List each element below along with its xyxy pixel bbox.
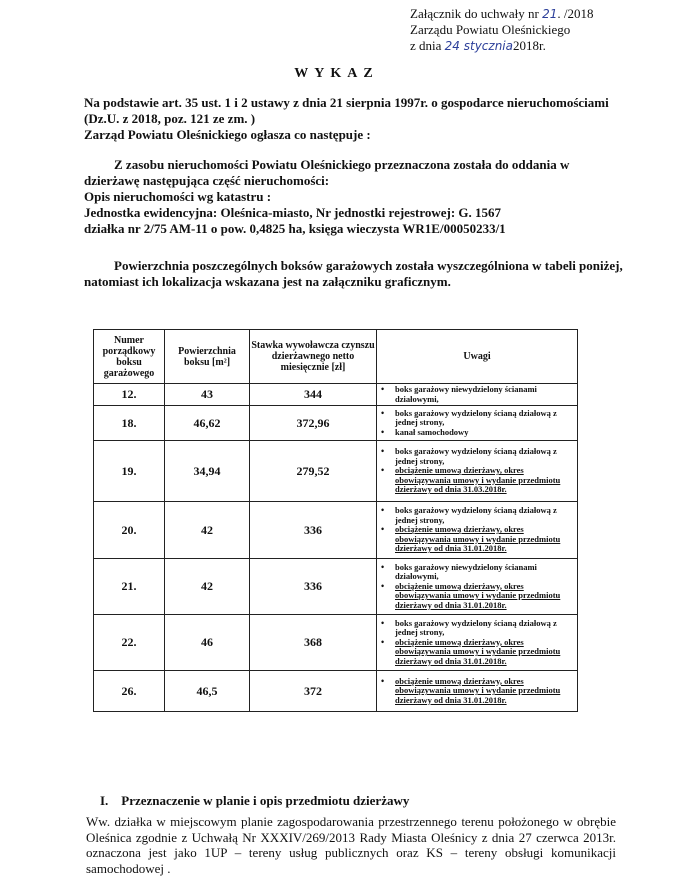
section-number: I. xyxy=(100,793,109,808)
section-title: Przeznaczenie w planie i opis przedmiotu dzierżawy xyxy=(121,793,410,808)
header-area xyxy=(165,330,250,384)
attachment-resolution-year: . /2018 xyxy=(557,6,594,21)
cadastre-unit-text: Jednostka ewidencyjna: Oleśnica-miasto, Nr jednostki rejestrowej: G. 1567 xyxy=(84,205,502,220)
table-row xyxy=(94,559,578,615)
attachment-header xyxy=(410,6,594,54)
area-cell: 42 xyxy=(165,502,250,559)
attachment-line-date xyxy=(410,38,594,54)
notes-list xyxy=(377,506,577,554)
table-row xyxy=(94,441,578,502)
box-number-cell: 19. xyxy=(94,441,165,502)
notes-cell xyxy=(377,671,578,712)
rate-cell: 368 xyxy=(250,615,377,671)
notes-list xyxy=(377,619,577,667)
box-number-cell: 26. xyxy=(94,671,165,712)
cadastre-heading: Opis nieruchomości wg katastru : xyxy=(84,189,272,204)
note-item: • obciążenie umową dzierżawy, okres obowiązywania umowy i wydanie przedmiotu dzierżawy od dnia 31.01.2018r. xyxy=(377,582,577,611)
attachment-line-resolution xyxy=(410,6,594,22)
note-item: • obciążenie umową dzierżawy, okres obowiązywania umowy i wydanie przedmiotu dzierżawy od dnia 31.03.2018r. xyxy=(377,466,577,495)
header-area-label: Powierzchnia boksu [m²] xyxy=(178,345,236,368)
rate-cell: 372,96 xyxy=(250,406,377,441)
section-text: Ww. działka w miejscowym planie zagospodarowania przestrzennego terenu położonego w obrębie Oleśnica zgodnie z Uchwałą Nr XXXIV/269/2013 Rady Miasta Oleśnicy z dnia 27 czerwca 2013r. oznaczona jest jako 1UP – tereny usług publicznych oraz KS – tereny obsługi komunikacji samochodowej . xyxy=(86,814,616,876)
attachment-date-label: z dnia xyxy=(410,38,442,53)
table-note: Powierzchnia poszczególnych boksów garażowych została wyszczególniona w tabeli poniżej, natomiast ich lokalizacja wskazana jest na załączniku graficznym. xyxy=(84,258,623,289)
attachment-resolution-label: Załącznik do uchwały nr xyxy=(410,6,539,21)
area-cell: 42 xyxy=(165,559,250,615)
property-description xyxy=(84,157,624,237)
rate-cell: 279,52 xyxy=(250,441,377,502)
notes-list xyxy=(377,409,577,438)
note-item: • boks garażowy wydzielony ścianą działową z jednej strony, xyxy=(377,447,577,466)
notes-cell xyxy=(377,502,578,559)
table-row xyxy=(94,615,578,671)
note-item: • boks garażowy wydzielony ścianą działową z jednej strony, xyxy=(377,409,577,428)
notes-cell xyxy=(377,615,578,671)
note-item: • obciążenie umową dzierżawy, okres obowiązywania umowy i wydanie przedmiotu dzierżawy od dnia 31.01.2018r. xyxy=(377,525,577,554)
attachment-line-board: Zarządu Powiatu Oleśnickiego xyxy=(410,22,571,37)
notes-list xyxy=(377,677,577,706)
box-number-cell: 12. xyxy=(94,384,165,406)
note-item: • obciążenie umową dzierżawy, okres obowiązywania umowy i wydanie przedmiotu dzierżawy od dnia 31.01.2018r. xyxy=(377,677,577,706)
note-item: • boks garażowy wydzielony ścianą działową z jednej strony, xyxy=(377,506,577,525)
area-cell: 43 xyxy=(165,384,250,406)
area-cell: 46 xyxy=(165,615,250,671)
notes-cell xyxy=(377,406,578,441)
intro-paragraph xyxy=(84,95,624,143)
notes-cell xyxy=(377,559,578,615)
table-row xyxy=(94,671,578,712)
note-item: • boks garażowy niewydzielony ścianami działowymi, xyxy=(377,563,577,582)
note-item: • obciążenie umową dzierżawy, okres obowiązywania umowy i wydanie przedmiotu dzierżawy od dnia 31.01.2018r. xyxy=(377,638,577,667)
rate-cell: 372 xyxy=(250,671,377,712)
document-title: WYKAZ xyxy=(294,66,379,81)
announcement-text: Zarząd Powiatu Oleśnickiego ogłasza co następuje : xyxy=(84,127,371,142)
property-purpose-text: Z zasobu nieruchomości Powiatu Oleśnickiego przeznaczona została do oddania w dzierżawę następująca część nieruchomości: xyxy=(84,157,570,188)
header-box-number: Numer porządkowy boksu garażowego xyxy=(94,330,165,384)
box-number-cell: 18. xyxy=(94,406,165,441)
plot-details-text: działka nr 2/75 AM-11 o pow. 0,4825 ha, księga wieczysta WR1E/00050233/1 xyxy=(84,221,506,236)
notes-list xyxy=(377,447,577,495)
garage-boxes-table xyxy=(93,329,578,712)
notes-cell xyxy=(377,384,578,406)
area-cell: 34,94 xyxy=(165,441,250,502)
rate-cell: 344 xyxy=(250,384,377,406)
section-heading xyxy=(100,793,409,809)
handwritten-resolution-number: 21 xyxy=(542,7,558,21)
table-row xyxy=(94,502,578,559)
handwritten-date: 24 stycznia xyxy=(444,39,513,53)
header-notes: Uwagi xyxy=(377,330,578,384)
box-number-cell: 22. xyxy=(94,615,165,671)
note-item: • boks garażowy niewydzielony ścianami działowymi, xyxy=(377,385,577,404)
area-cell: 46,62 xyxy=(165,406,250,441)
notes-cell xyxy=(377,441,578,502)
area-cell: 46,5 xyxy=(165,671,250,712)
notes-list xyxy=(377,385,577,404)
note-item: • boks garażowy wydzielony ścianą działową z jednej strony, xyxy=(377,619,577,638)
rate-cell: 336 xyxy=(250,502,377,559)
rate-cell: 336 xyxy=(250,559,377,615)
notes-list xyxy=(377,563,577,611)
box-number-cell: 21. xyxy=(94,559,165,615)
header-rate: Stawka wywoławcza czynszu dzierżawnego netto miesięcznie [zł] xyxy=(250,330,377,384)
table-row xyxy=(94,384,578,406)
box-number-cell: 20. xyxy=(94,502,165,559)
table-row xyxy=(94,406,578,441)
attachment-date-year: 2018r. xyxy=(513,38,546,53)
note-item: • kanał samochodowy xyxy=(377,428,577,438)
legal-basis-text: Na podstawie art. 35 ust. 1 i 2 ustawy z dnia 21 sierpnia 1997r. o gospodarce nieruchomościami (Dz.U. z 2018, poz. 121 ze zm. ) xyxy=(84,95,609,126)
